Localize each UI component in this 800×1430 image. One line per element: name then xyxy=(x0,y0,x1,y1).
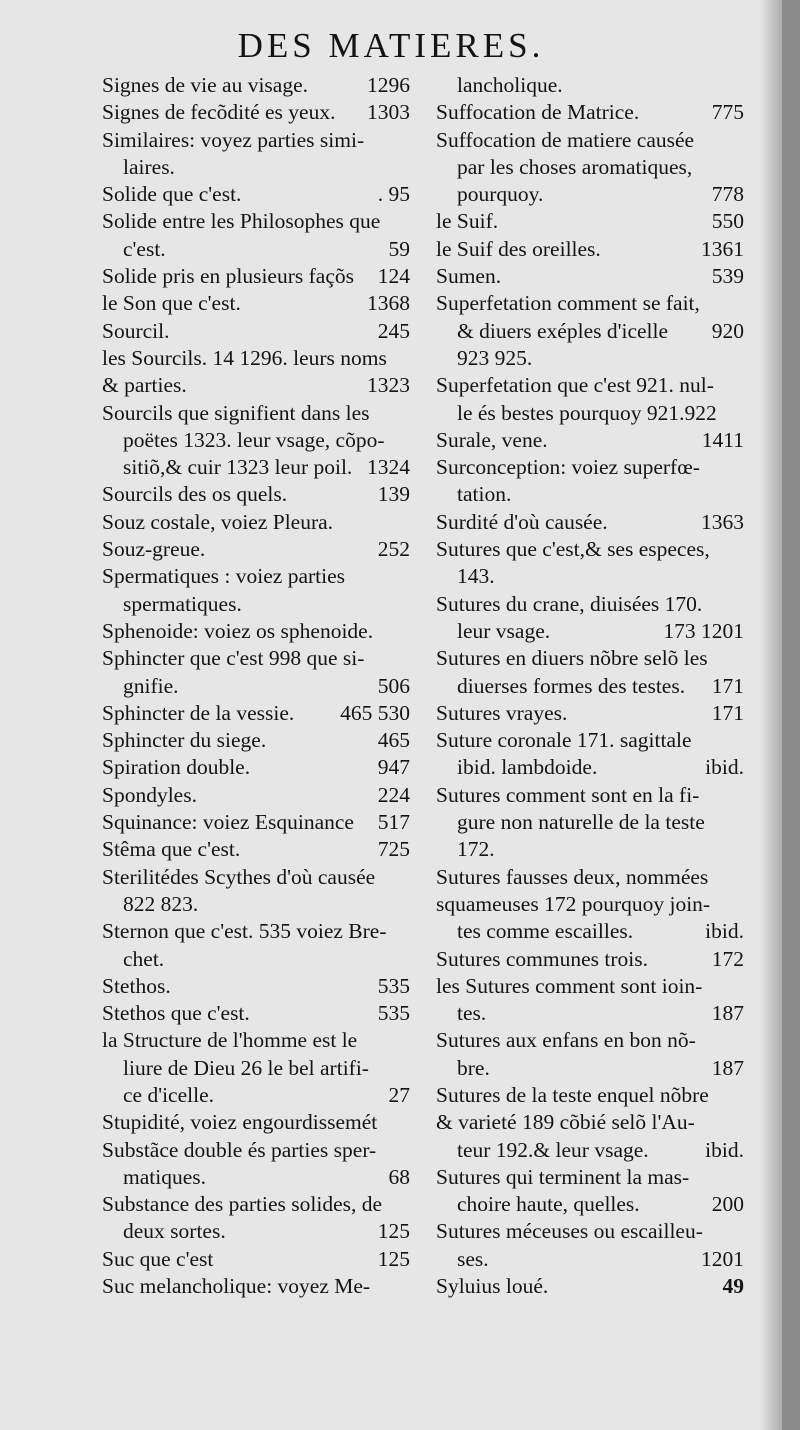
index-entry-line xyxy=(436,563,744,590)
entry-text: Stethos. xyxy=(102,973,171,998)
index-entry-line xyxy=(102,345,410,372)
index-entry-line xyxy=(102,591,410,618)
index-entry-line xyxy=(102,809,410,836)
index-entry-line xyxy=(436,591,744,618)
entry-page-number: 68 xyxy=(388,1164,410,1189)
entry-page-number: 535 xyxy=(377,973,410,998)
entry-text: gure non naturelle de la teste xyxy=(457,810,705,835)
entry-page-number: 125 xyxy=(377,1219,410,1244)
entry-text: deux sortes. xyxy=(123,1219,226,1244)
index-entry-line xyxy=(102,1273,410,1300)
index-entry-line xyxy=(102,946,410,973)
index-entry-line xyxy=(436,1109,744,1136)
entry-text: Sutures méceuses ou escailleu- xyxy=(436,1219,703,1244)
entry-text: Sutures de la teste enquel nõbre xyxy=(436,1082,709,1107)
index-entry-line xyxy=(436,1055,744,1082)
index-entry-line xyxy=(102,645,410,672)
index-entry-line xyxy=(436,1164,744,1191)
index-entry-line xyxy=(102,72,410,99)
index-entry-line xyxy=(436,427,744,454)
index-entry-line xyxy=(102,1137,410,1164)
entry-text: Spermatiques : voiez parties xyxy=(102,564,345,589)
entry-text: bre. xyxy=(457,1055,490,1080)
entry-text: Suture coronale 171. sagittale xyxy=(436,728,692,753)
index-entry-line xyxy=(102,127,410,154)
entry-text: Solide pris en plusieurs façõs xyxy=(102,264,354,289)
entry-text: Surale, vene. xyxy=(436,427,548,452)
entry-text: teur 192.& leur vsage. xyxy=(457,1137,649,1162)
index-entry-line xyxy=(102,1082,410,1109)
entry-text: & diuers exéples d'icelle xyxy=(457,318,669,343)
index-entry-line xyxy=(436,536,744,563)
entry-page-number: 506 xyxy=(377,673,410,698)
entry-page-number: 125 xyxy=(377,1246,410,1271)
entry-text: Stupidité, voiez engourdissemét xyxy=(102,1110,378,1135)
entry-text: liure de Dieu 26 le bel artifi- xyxy=(123,1055,369,1080)
entry-text: le és bestes pourquoy 921.922 xyxy=(457,400,717,425)
index-entry-line xyxy=(102,563,410,590)
index-entry-line xyxy=(436,1273,744,1300)
index-entry-line xyxy=(102,1055,410,1082)
entry-page-number: 171 xyxy=(711,700,744,725)
entry-text: le Suif des oreilles. xyxy=(436,236,601,261)
entry-page-number: 1324 xyxy=(367,455,410,480)
entry-text: ibid. lambdoide. xyxy=(457,755,598,780)
entry-text: le Son que c'est. xyxy=(102,291,241,316)
entry-page-number: ibid. xyxy=(705,919,744,944)
index-entry-line xyxy=(436,127,744,154)
index-entry-line xyxy=(102,400,410,427)
entry-page-number: 725 xyxy=(377,837,410,862)
entry-text: Sutures communes trois. xyxy=(436,946,648,971)
index-entry-line xyxy=(102,236,410,263)
entry-page-number: ibid. xyxy=(705,1137,744,1162)
entry-text: le Suif. xyxy=(436,209,499,234)
entry-text: Suc melancholique: voyez Me- xyxy=(102,1274,371,1299)
index-entry-line xyxy=(102,318,410,345)
entry-page-number: 171 xyxy=(711,673,744,698)
entry-text: ce d'icelle. xyxy=(123,1082,215,1107)
index-entry-line xyxy=(436,481,744,508)
entry-text: Surconception: voiez superfœ- xyxy=(436,455,700,480)
index-entry-line xyxy=(436,1082,744,1109)
entry-page-number: 1411 xyxy=(701,427,744,452)
index-entry-line xyxy=(102,836,410,863)
entry-page-number: 172 xyxy=(711,946,744,971)
index-entry-line xyxy=(102,536,410,563)
index-entry-line xyxy=(102,891,410,918)
entry-page-number: 778 xyxy=(711,182,744,207)
entry-page-number: 465 xyxy=(377,728,410,753)
entry-text: Sutures que c'est,& ses especes, xyxy=(436,537,710,562)
entry-page-number: 124 xyxy=(377,264,410,289)
index-entry-line xyxy=(436,782,744,809)
entry-text: Syluius loué. xyxy=(436,1274,549,1299)
entry-page-number: 920 xyxy=(711,318,744,343)
index-entry-line xyxy=(102,1027,410,1054)
entry-text: Signes de vie au visage. xyxy=(102,73,308,97)
entry-text: Sumen. xyxy=(436,264,502,289)
entry-text: Sternon que c'est. 535 voiez Bre- xyxy=(102,919,387,944)
entry-page-number: 224 xyxy=(377,782,410,807)
entry-text: Sutures aux enfans en bon nõ- xyxy=(436,1028,696,1053)
index-entry-line xyxy=(436,72,744,99)
entry-text: diuerses formes des testes. xyxy=(457,673,686,698)
entry-page-number: 1368 xyxy=(367,291,410,316)
index-entry-line xyxy=(436,727,744,754)
left-index-column xyxy=(102,72,410,1300)
index-entry-line xyxy=(102,181,410,208)
index-entry-line xyxy=(102,782,410,809)
entry-text: choire haute, quelles. xyxy=(457,1192,640,1217)
entry-text: sitiõ,& cuir 1323 leur poil. xyxy=(123,455,353,480)
entry-text: Substance des parties solides, de xyxy=(102,1192,383,1217)
index-entry-line xyxy=(436,1000,744,1027)
entry-page-number: 139 xyxy=(377,482,410,507)
index-entry-line xyxy=(436,754,744,781)
right-index-column xyxy=(436,72,744,1300)
entry-text: Spiration double. xyxy=(102,755,251,780)
entry-text: Substãce double és parties sper- xyxy=(102,1137,377,1162)
entry-text: chet. xyxy=(123,946,165,971)
entry-page-number: 173 1201 xyxy=(663,618,744,643)
index-entry-line xyxy=(102,618,410,645)
entry-text: Souz costale, voiez Pleura. xyxy=(102,509,334,534)
entry-text: & parties. xyxy=(102,373,187,398)
entry-text: Sourcil. xyxy=(102,318,170,343)
entry-page-number: 27 xyxy=(388,1082,410,1107)
entry-text: Stêma que c'est. xyxy=(102,837,241,862)
entry-text: Squinance: voiez Esquinance xyxy=(102,810,354,835)
entry-text: tes comme escailles. xyxy=(457,919,634,944)
entry-text: Superfetation que c'est 921. nul- xyxy=(436,373,714,398)
index-entry-line xyxy=(436,372,744,399)
entry-text: Sutures qui terminent la mas- xyxy=(436,1164,690,1189)
entry-page-number: ibid. xyxy=(705,755,744,780)
entry-text: laires. xyxy=(123,154,175,179)
index-entry-line xyxy=(436,891,744,918)
entry-text: c'est. xyxy=(123,236,166,261)
index-entry-line xyxy=(102,208,410,235)
entry-text: Surdité d'où causée. xyxy=(436,509,608,534)
entry-text: Sutures du crane, diuisées 170. xyxy=(436,591,703,616)
entry-text: Sourcils des os quels. xyxy=(102,482,288,507)
index-entry-line xyxy=(436,290,744,317)
index-entry-line xyxy=(102,1109,410,1136)
index-entry-line xyxy=(436,1027,744,1054)
entry-page-number: 49 xyxy=(722,1274,744,1299)
entry-text: & varieté 189 cõbié selõ l'Au- xyxy=(436,1110,695,1135)
entry-text: tes. xyxy=(457,1001,487,1026)
entry-text: Sutures comment sont en la fi- xyxy=(436,782,700,807)
entry-page-number: 550 xyxy=(711,209,744,234)
entry-text: Solide entre les Philosophes que xyxy=(102,209,381,234)
index-entry-line xyxy=(436,154,744,181)
index-entry-line xyxy=(102,1218,410,1245)
entry-text: par les choses aromatiques, xyxy=(457,154,693,179)
entry-text: Suffocation de Matrice. xyxy=(436,100,640,125)
entry-text: Sutures en diuers nõbre selõ les xyxy=(436,646,708,671)
entry-page-number: 200 xyxy=(711,1192,744,1217)
entry-text: 822 823. xyxy=(123,891,199,916)
index-entry-line xyxy=(102,700,410,727)
entry-text: leur vsage. xyxy=(457,618,551,643)
entry-text: les Sourcils. 14 1296. leurs noms xyxy=(102,345,387,370)
index-entry-line xyxy=(436,700,744,727)
entry-page-number: 1363 xyxy=(701,509,744,534)
entry-page-number: 245 xyxy=(377,318,410,343)
entry-text: Sterilitédes Scythes d'où causée xyxy=(102,864,376,889)
index-entry-line xyxy=(436,509,744,536)
entry-text: 172. xyxy=(457,837,495,862)
entry-text: pourquoy. xyxy=(457,182,544,207)
index-entry-line xyxy=(102,754,410,781)
entry-text: 143. xyxy=(457,564,495,589)
index-entry-line xyxy=(102,673,410,700)
entry-page-number: 517 xyxy=(377,810,410,835)
entry-text: Suc que c'est xyxy=(102,1246,214,1271)
index-entry-line xyxy=(436,208,744,235)
entry-text: Signes de fecõdité es yeux. xyxy=(102,100,336,125)
entry-text: Sphincter du siege. xyxy=(102,728,267,753)
entry-text: squameuses 172 pourquoy join- xyxy=(436,891,711,916)
index-entry-line xyxy=(102,1246,410,1273)
page-edge xyxy=(782,0,800,1430)
index-entry-line xyxy=(102,290,410,317)
index-entry-line xyxy=(436,99,744,126)
index-entry-line xyxy=(102,99,410,126)
entry-text: Superfetation comment se fait, xyxy=(436,291,700,316)
index-entry-line xyxy=(102,509,410,536)
index-entry-line xyxy=(436,263,744,290)
entry-page-number: 1296 xyxy=(367,73,410,97)
entry-text: ses. xyxy=(457,1246,489,1271)
entry-text: les Sutures comment sont ioin- xyxy=(436,973,703,998)
entry-page-number: . 95 xyxy=(377,182,410,207)
entry-page-number: 187 xyxy=(711,1055,744,1080)
entry-page-number: 1201 xyxy=(701,1246,744,1271)
index-entry-line xyxy=(102,1000,410,1027)
index-entry-line xyxy=(102,727,410,754)
running-header: DES MATIERES. xyxy=(237,26,545,65)
entry-text: Similaires: voyez parties simi- xyxy=(102,127,365,152)
entry-page-number: 1303 xyxy=(367,100,410,125)
entry-text: matiques. xyxy=(123,1164,206,1189)
entry-text: la Structure de l'homme est le xyxy=(102,1028,358,1053)
index-entry-line xyxy=(102,1164,410,1191)
index-entry-line xyxy=(102,918,410,945)
entry-text: Suffocation de matiere causée xyxy=(436,127,695,152)
entry-text: Sphenoide: voiez os sphenoide. xyxy=(102,618,374,643)
entry-page-number: 535 xyxy=(377,1001,410,1026)
entry-text: Sphincter que c'est 998 que si- xyxy=(102,646,365,671)
index-entry-line xyxy=(102,481,410,508)
entry-text: Sphincter de la vessie. xyxy=(102,700,295,725)
index-entry-line xyxy=(102,454,410,481)
entry-page-number: 1361 xyxy=(701,236,744,261)
entry-text: lancholique. xyxy=(457,73,563,97)
entry-text: Sourcils que signifient dans les xyxy=(102,400,370,425)
index-entry-line xyxy=(102,973,410,1000)
index-entry-line xyxy=(102,372,410,399)
index-entry-line xyxy=(436,673,744,700)
index-entry-line xyxy=(436,946,744,973)
index-entry-line xyxy=(436,454,744,481)
entry-page-number: 59 xyxy=(388,236,410,261)
entry-text: gnifie. xyxy=(123,673,179,698)
index-entry-line xyxy=(436,400,744,427)
index-entry-line xyxy=(436,809,744,836)
entry-page-number: 775 xyxy=(711,100,744,125)
index-entry-line xyxy=(102,427,410,454)
entry-text: Spondyles. xyxy=(102,782,197,807)
index-entry-line xyxy=(436,973,744,1000)
index-entry-line xyxy=(436,345,744,372)
index-entry-line xyxy=(436,645,744,672)
index-entry-line xyxy=(436,836,744,863)
entry-text: tation. xyxy=(457,482,512,507)
entry-page-number: 465 530 xyxy=(340,700,410,725)
index-entry-line xyxy=(102,263,410,290)
entry-text: spermatiques. xyxy=(123,591,242,616)
index-entry-line xyxy=(436,864,744,891)
index-entry-line xyxy=(436,918,744,945)
index-entry-line xyxy=(436,618,744,645)
entry-text: Sutures fausses deux, nommées xyxy=(436,864,709,889)
index-entry-line xyxy=(436,181,744,208)
index-entry-line xyxy=(436,1218,744,1245)
index-entry-line xyxy=(436,236,744,263)
index-entry-line xyxy=(102,864,410,891)
entry-page-number: 539 xyxy=(711,264,744,289)
entry-text: Souz-greue. xyxy=(102,537,206,562)
entry-page-number: 187 xyxy=(711,1001,744,1026)
entry-text: Sutures vrayes. xyxy=(436,700,568,725)
entry-page-number: 1323 xyxy=(367,373,410,398)
index-entry-line xyxy=(436,1137,744,1164)
index-entry-line xyxy=(102,154,410,181)
index-entry-line xyxy=(436,1246,744,1273)
entry-text: Solide que c'est. xyxy=(102,182,242,207)
index-entry-line xyxy=(436,1191,744,1218)
entry-text: 923 925. xyxy=(457,345,533,370)
entry-page-number: 252 xyxy=(377,537,410,562)
index-entry-line xyxy=(102,1191,410,1218)
index-entry-line xyxy=(436,318,744,345)
entry-text: poëtes 1323. leur vsage, cõpo- xyxy=(123,427,385,452)
entry-text: Stethos que c'est. xyxy=(102,1001,250,1026)
entry-page-number: 947 xyxy=(377,755,410,780)
